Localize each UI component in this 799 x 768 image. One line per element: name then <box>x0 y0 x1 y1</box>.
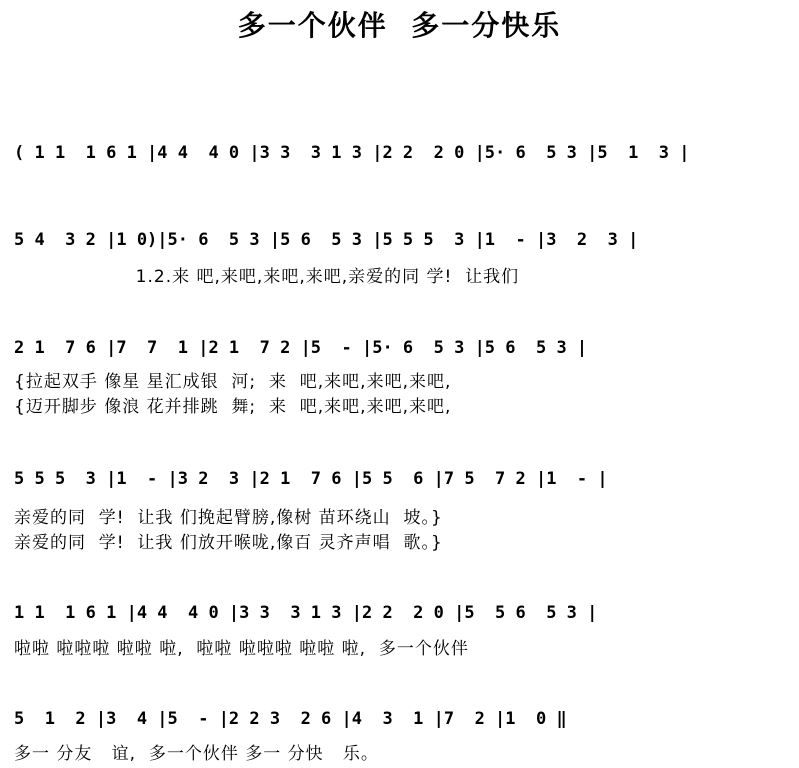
lyric-line-4-verse-2: 亲爱的同 学! 让我 们放开喉咙,像百 灵齐声唱 歌。} <box>14 533 443 553</box>
notation-line-5: 1 1 1 6 1 |4 4 4 0 |3 3 3 1 3 |2 2 2 0 |5 5 6 5 3 | <box>14 603 598 623</box>
lyric-line-5: 啦啦 啦啦啦 啦啦 啦, 啦啦 啦啦啦 啦啦 啦, 多一个伙伴 <box>14 639 469 659</box>
song-title: 多一个伙伴 多一分快乐 <box>237 9 562 42</box>
notation-line-3: 2 1 7 6 |7 7 1 |2 1 7 2 |5 - |5· 6 5 3 |5 6 5 3 | <box>14 338 588 358</box>
notation-line-1: ( 1 1 1 6 1 |4 4 4 0 |3 3 3 1 3 |2 2 2 0 |5· 6 5 3 |5 1 3 | <box>14 143 690 163</box>
lyric-line-4-verse-1: 亲爱的同 学! 让我 们挽起臂膀,像树 苗环绕山 坡。} <box>14 508 443 528</box>
lyric-line-3-verse-2: {迈开脚步 像浪 花并排跳 舞; 来 吧,来吧,来吧,来吧, <box>14 397 452 417</box>
notation-line-2: 5 4 3 2 |1 0)|5· 6 5 3 |5 6 5 3 |5 5 5 3 |1 - |3 2 3 | <box>14 230 639 250</box>
notation-line-6: 5 1 2 |3 4 |5 - |2 2 3 2 6 |4 3 1 |7 2 |1 0 ‖ <box>14 709 567 729</box>
notation-line-4: 5 5 5 3 |1 - |3 2 3 |2 1 7 6 |5 5 6 |7 5 7 2 |1 - | <box>14 469 608 489</box>
lyric-line-3-verse-1: {拉起双手 像星 星汇成银 河; 来 吧,来吧,来吧,来吧, <box>14 372 452 392</box>
lyric-line-6: 多一 分友 谊, 多一个伙伴 多一 分快 乐。 <box>14 744 379 764</box>
lyric-line-2-verse-1: 1.2.来 吧,来吧,来吧,来吧,亲爱的同 学! 让我们 <box>14 267 520 287</box>
